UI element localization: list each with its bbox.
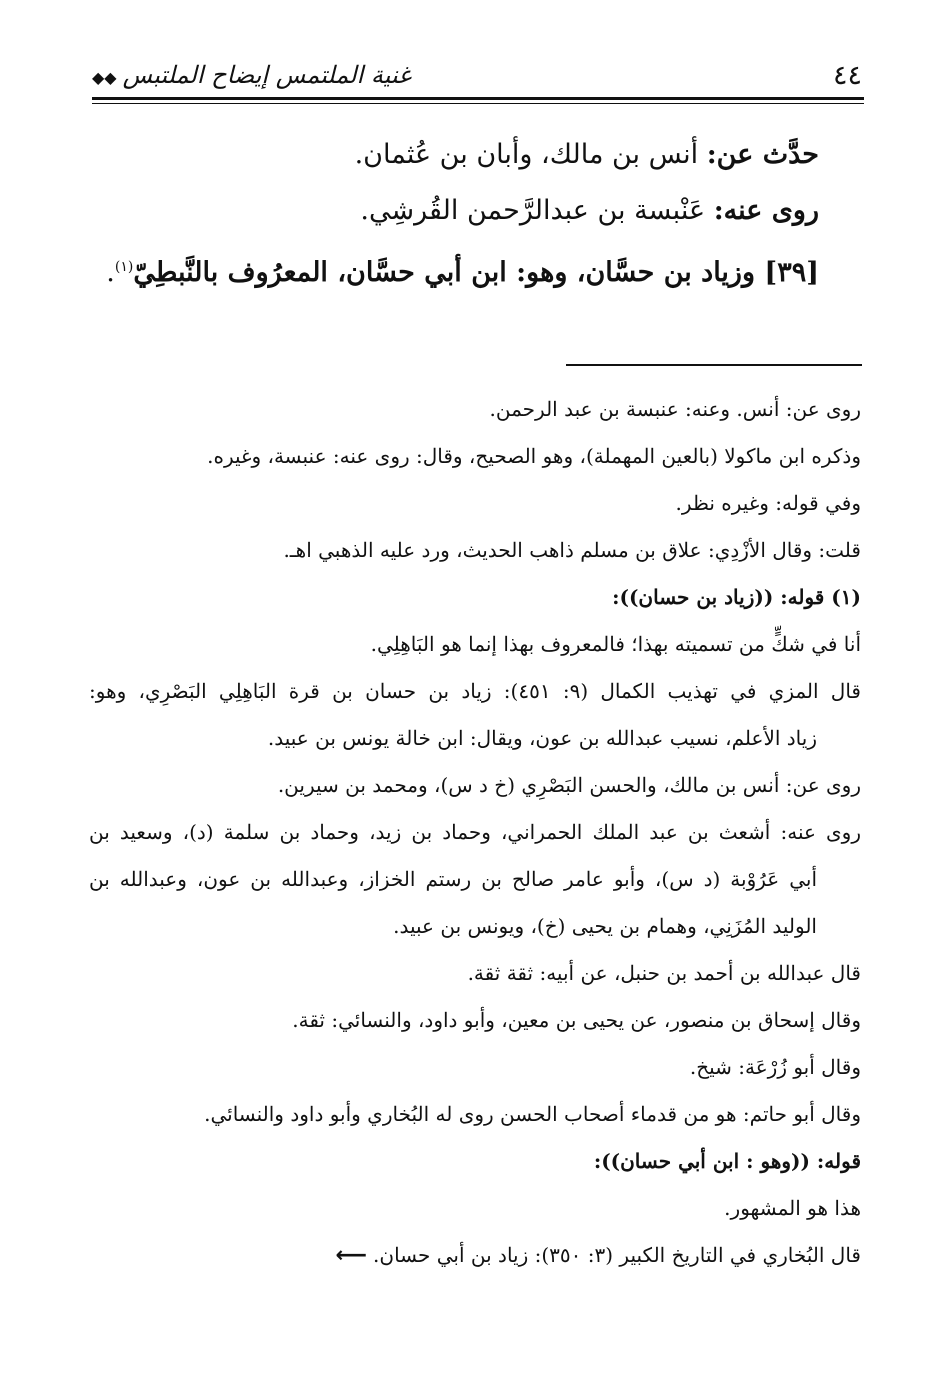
entry-period: . [106, 257, 115, 288]
narrated-from-line [119, 127, 819, 183]
footnote-line: أبي عَرُوْبة (د س)، وأبو عامر صالح بن رستم الخزاز، وعبدالله بن عون، وعبدالله بن [89, 867, 817, 891]
footnote-line-text: قال البُخاري في التاريخ الكبير (٣: ٣٥٠): زياد بن أبي حسان. [373, 1243, 861, 1267]
footnote-line: روى عن: أنس بن مالك، والحسن البَصْرِي (خ د س)، ومحمد بن سيرين. [277, 773, 861, 797]
footnote-heading: قوله: ((وهو : ابن أبي حسان)): [593, 1149, 861, 1173]
footnote-line: وفي قوله: وغيره نظر. [675, 491, 861, 515]
footnote-line: أنا في شكٍّ من تسميته بهذا؛ فالمعروف بهذا إنما هو البَاهِلِي. [370, 632, 861, 656]
entry-heading [106, 239, 819, 301]
narrated-from-text: أنس بن مالك، وأبان بن عُثمان. [354, 139, 699, 170]
footnote-line: زياد الأعلم، نسيب عبدالله بن عون، ويقال: ابن خالة يونس بن عبيد. [267, 726, 817, 750]
footnotes [89, 386, 861, 1279]
footnote-line: قال عبدالله بن أحمد بن حنبل، عن أبيه: ثقة ثقة. [467, 961, 861, 985]
footnote-line: وقال أبو زُرْعَة: شيخ. [689, 1055, 861, 1079]
diamond-ornament-icon: ◆◆ [92, 68, 117, 87]
footnote-line: وذكره ابن ماكولا (بالعين المهملة)، وهو الصحيح، وقال: روى عنه: عنبسة، وغيره. [207, 444, 861, 468]
page-number: ٤٤ [832, 59, 862, 91]
footnote-line [89, 1232, 861, 1279]
main-text [106, 127, 819, 301]
narrated-from-label: حدَّث عن: [706, 139, 819, 170]
footnote-line: الوليد المُزَنِي، وهمام بن يحيى (خ)، ويونس بن عبيد. [393, 914, 817, 938]
entry-title: [٣٩] وزياد بن حسَّان، وهو: ابن أبي حسَّان، المعرُوف بالنَّبطِيّ [133, 257, 819, 288]
running-header [92, 55, 862, 95]
footnote-line: هذا هو المشهور. [724, 1196, 861, 1220]
footnote-line: وقال أبو حاتم: هو من قدماء أصحاب الحسن روى له البُخاري وأبو داود والنسائي. [204, 1102, 861, 1126]
footnote-line: قلت: وقال الأزْدِي: علاق بن مسلم ذاهب الحديث، ورد عليه الذهبي اهـ. [283, 538, 861, 562]
footnote-separator [566, 364, 862, 366]
footnote-heading: (١) قوله: ((زياد بن حسان)): [612, 585, 861, 609]
footnote-line: روى عنه: أشعث بن عبد الملك الحمراني، وحماد بن زيد، وحماد بن سلمة (د)، وسعيد بن [89, 820, 861, 844]
footnote-line: قال المزي في تهذيب الكمال (٩: ٤٥١): زياد بن حسان بن قرة البَاهِلِي البَصْرِي، وهو: [89, 679, 861, 703]
narrated-by-label: روى عنه: [713, 195, 819, 226]
continuation-arrow-icon: ⟵ [335, 1243, 368, 1268]
narrated-by-line [119, 183, 819, 239]
running-title-text: غنية الملتمس إيضاح الملتبس [122, 61, 411, 89]
header-rule-thin [92, 103, 864, 104]
footnote-reference: (١) [114, 259, 134, 275]
header-rule-thick [92, 97, 864, 100]
running-title [92, 61, 411, 89]
footnote-line: وقال إسحاق بن منصور، عن يحيى بن معين، وأبو داود، والنسائي: ثقة. [292, 1008, 861, 1032]
narrated-by-text: عَنْبسة بن عبدالرَّحمن القُرشِي. [360, 195, 706, 226]
footnote-line: روى عن: أنس. وعنه: عنبسة بن عبد الرحمن. [489, 397, 861, 421]
